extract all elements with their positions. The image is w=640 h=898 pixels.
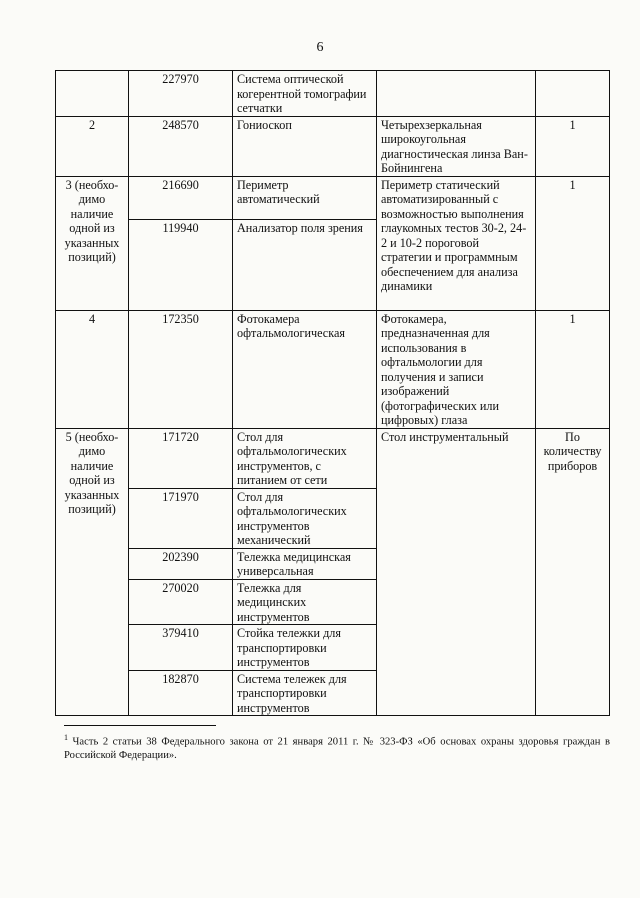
code-cell: 172350 bbox=[129, 310, 233, 428]
name-cell: Периметр автоматический bbox=[233, 176, 377, 219]
code-cell: 171720 bbox=[129, 428, 233, 488]
table-row bbox=[56, 428, 610, 488]
description-cell bbox=[377, 71, 536, 117]
row-number-cell: 2 bbox=[56, 116, 129, 176]
name-cell: Фотокамера офтальмологическая bbox=[233, 310, 377, 428]
table-row bbox=[56, 71, 610, 117]
code-cell: 227970 bbox=[129, 71, 233, 117]
code-cell: 379410 bbox=[129, 625, 233, 671]
name-cell: Стол для офтальмологических инструментов механический bbox=[233, 488, 377, 548]
table-row bbox=[56, 310, 610, 428]
row-number-cell: 3 (необхо-димо наличие одной из указанных позиций) bbox=[56, 176, 129, 310]
code-cell: 119940 bbox=[129, 219, 233, 310]
table-row bbox=[56, 176, 610, 219]
name-cell: Гониоскоп bbox=[233, 116, 377, 176]
name-cell: Тележка для медицинских инструментов bbox=[233, 579, 377, 625]
equipment-table bbox=[55, 70, 610, 716]
quantity-cell: 1 bbox=[536, 310, 610, 428]
row-number-cell bbox=[56, 71, 129, 117]
footnote bbox=[64, 731, 610, 762]
code-cell: 202390 bbox=[129, 548, 233, 579]
page-number: 6 bbox=[316, 40, 324, 55]
footnote-text: Часть 2 статьи 38 Федерального закона от 21 января 2011 г. № 323-ФЗ «Об основах охраны здоровья граждан в Российской Федерации». bbox=[64, 736, 610, 761]
code-cell: 270020 bbox=[129, 579, 233, 625]
code-cell: 216690 bbox=[129, 176, 233, 219]
name-cell: Система оптической когерентной томографии сетчатки bbox=[233, 71, 377, 117]
quantity-cell bbox=[536, 71, 610, 117]
description-cell: Фотокамера, предназначенная для использования в офтальмологии для получения и записи изображений (фотографических или цифровых) глаза bbox=[377, 310, 536, 428]
quantity-cell: 1 bbox=[536, 176, 610, 310]
table-row bbox=[56, 116, 610, 176]
name-cell: Анализатор поля зрения bbox=[233, 219, 377, 310]
description-cell: Периметр статический автоматизированный с возможностью выполнения глаукомных тестов 30-2, 24-2 и 10-2 пороговой стратегии и программным обеспечением для анализа динамики bbox=[377, 176, 536, 310]
name-cell: Тележка медицинская универсальная bbox=[233, 548, 377, 579]
row-number-cell: 5 (необхо-димо наличие одной из указанных позиций) bbox=[56, 428, 129, 716]
name-cell: Стойка тележки для транспортировки инструментов bbox=[233, 625, 377, 671]
code-cell: 248570 bbox=[129, 116, 233, 176]
row-number-cell: 4 bbox=[56, 310, 129, 428]
quantity-cell: 1 bbox=[536, 116, 610, 176]
footnote-divider bbox=[64, 725, 216, 726]
name-cell: Стол для офтальмологических инструментов, с питанием от сети bbox=[233, 428, 377, 488]
footnote-marker: 1 bbox=[64, 733, 68, 742]
code-cell: 171970 bbox=[129, 488, 233, 548]
quantity-cell: По количеству приборов bbox=[536, 428, 610, 716]
name-cell: Система тележек для транспортировки инструментов bbox=[233, 670, 377, 716]
code-cell: 182870 bbox=[129, 670, 233, 716]
description-cell: Четырехзеркальная широкоугольная диагностическая линза Ван-Бойнингена bbox=[377, 116, 536, 176]
description-cell: Стол инструментальный bbox=[377, 428, 536, 716]
